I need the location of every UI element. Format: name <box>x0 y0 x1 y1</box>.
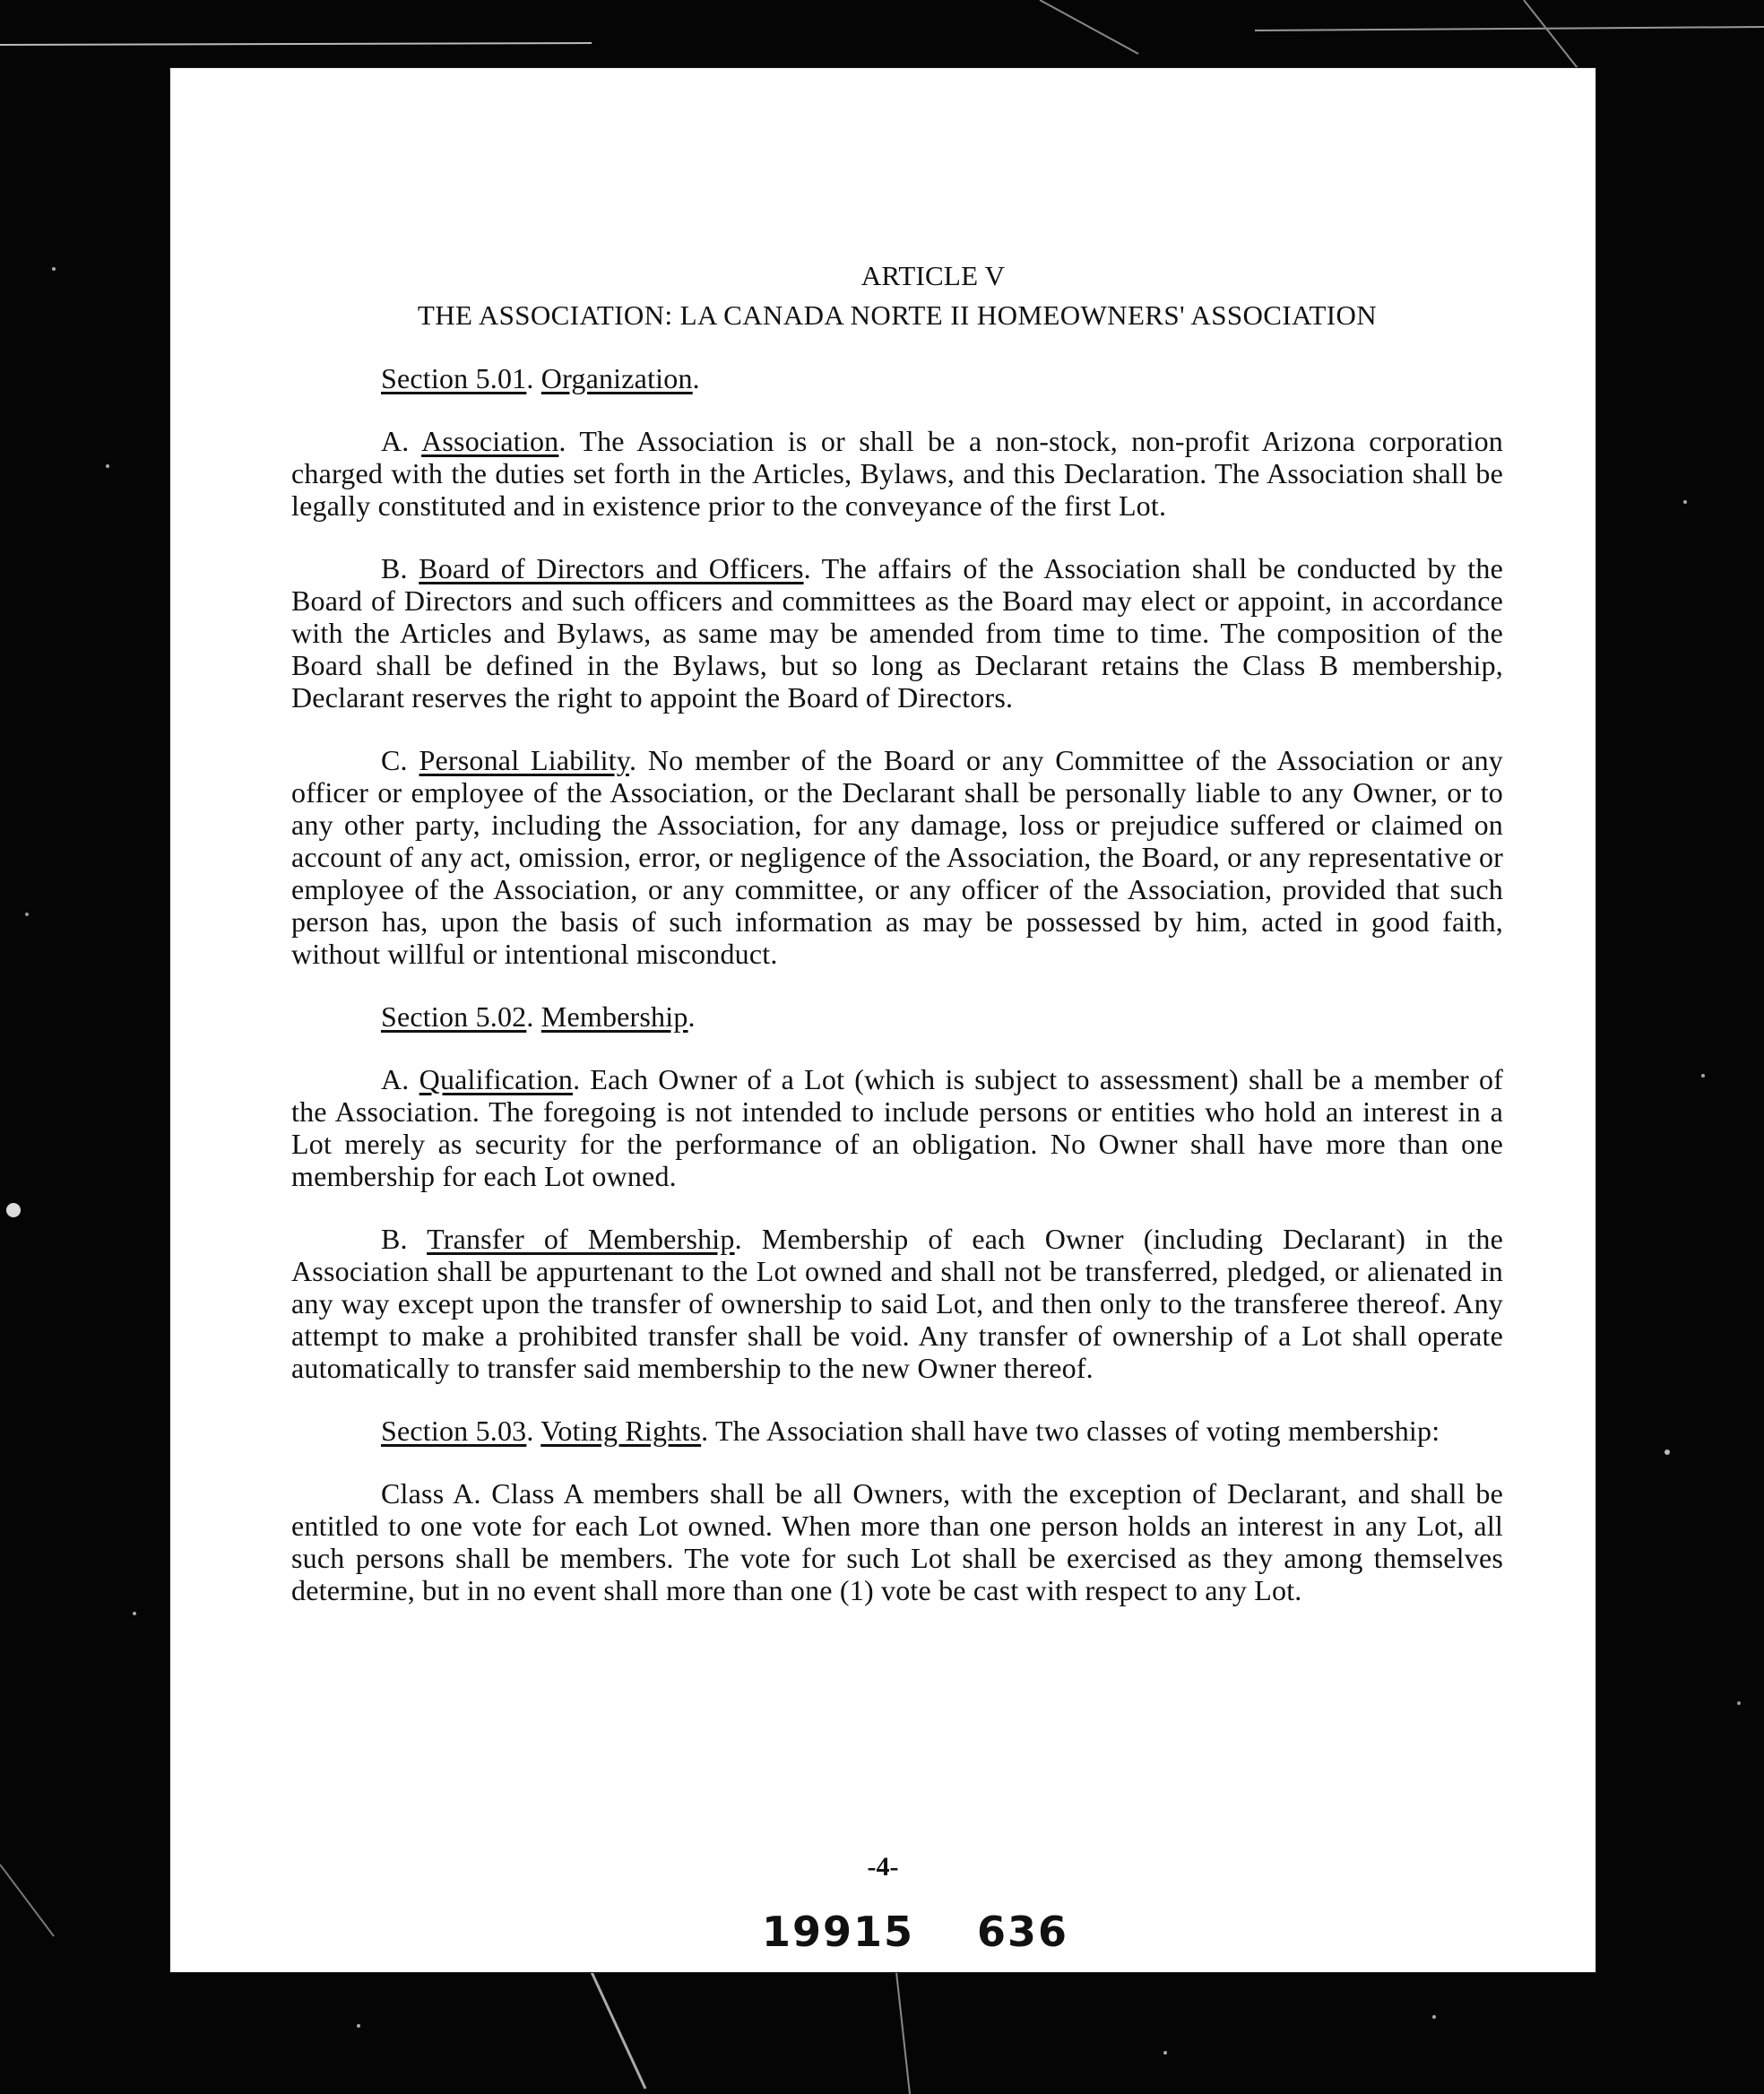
stamp-right: 636 <box>977 1908 1069 1956</box>
section-5-03-number: Section 5.03 <box>381 1415 527 1447</box>
section-5-03-title: Voting Rights <box>540 1415 702 1447</box>
qual-prefix: A. <box>381 1063 410 1095</box>
document-content <box>291 260 1503 1606</box>
transfer-heading: Transfer of Membership <box>427 1223 735 1255</box>
para-c-heading: Personal Liability <box>419 744 629 776</box>
section-5-02-paragraph-a: A. Qualification. Each Owner of a Lot (which is subject to assessment) shall be a member of the Association. The foregoing is not intended to include persons or entities who hold an interest in a Lot merely as security for the performance of an obligation. No Owner shall have more than one membership for each Lot owned. <box>291 1063 1503 1192</box>
section-5-01-paragraph-c: C. Personal Liability. No member of the Board or any Committee of the Association or any officer or employee of the Association, or the Declarant shall be personally liable to any Owner, or to any other party, including the Association, for any damage, loss or prejudice suffered or claimed on account of any act, omission, error, or negligence of the Association, the Board, or any representative or employee of the Association, or any committee, or any officer of the Association, provided that such person has, upon the basis of such information as may be possessed by him, acted in good faith, without willful or intentional misconduct. <box>291 744 1504 970</box>
section-5-01-heading: Section 5.01. Organization. <box>381 362 700 394</box>
section-5-03-text: The Association shall have two classes of voting membership: <box>708 1415 1440 1447</box>
para-b-heading: Board of Directors and Officers <box>419 552 804 584</box>
article-title: ARTICLE V <box>860 260 1006 291</box>
section-5-01-paragraph-b: B. Board of Directors and Officers. The affairs of the Association shall be conducted by the Board of Directors and such officers and committees as the Board may elect or appoint, in accordance with the Articles and Bylaws, as same may be amended from time to time. The composition of the Board shall be defined in the Bylaws, but so long as Declarant retains the Class B membership, Declarant reserves the right to appoint the Board of Directors. <box>291 552 1503 714</box>
transfer-prefix: B. <box>381 1223 408 1255</box>
para-b-prefix: B. <box>381 552 408 584</box>
document-page <box>170 68 1595 1972</box>
qual-text: Each Owner of a Lot (which is subject to assessment) shall be a member of the Association. The foregoing is not intended to include persons or entities who hold an interest in a Lot merely as security for the performance of an obligation. No Owner shall have more than one membership for each Lot owned. <box>291 1063 1503 1192</box>
section-5-03-paragraph: Section 5.03. Voting Rights. The Association shall have two classes of voting membership: <box>381 1415 1440 1447</box>
para-c-prefix: C. <box>381 744 408 776</box>
stamp-left: 19915 <box>762 1908 915 1956</box>
transfer-text: Membership of each Owner (including Declarant) in the Association shall be appurtenant to the Lot owned and shall not be transferred, pledged, or alienated in any way except upon the transfer of ownership to said Lot, and then only to the transferee thereof. Any attempt to make a prohibited transfer shall be void. Any transfer of ownership of a Lot shall operate automatically to transfer said membership to the new Owner thereof. <box>291 1223 1503 1384</box>
qual-heading: Qualification <box>419 1063 574 1095</box>
section-5-02-heading: Section 5.02. Membership. <box>381 1000 696 1033</box>
class-a-paragraph <box>291 1477 1503 1606</box>
para-a-heading: Association <box>421 425 559 457</box>
section-5-01-title: Organization <box>540 362 693 394</box>
class-a-prefix: Class A. <box>381 1477 481 1510</box>
section-5-01-number: Section 5.01 <box>381 362 527 394</box>
class-a-text: Class A members shall be all Owners, with the exception of Declarant, and shall be entitled to one vote for each Lot owned. When more than one person holds an interest in any Lot, all such persons shall be members. The vote for such Lot shall be exercised as they among themselves determine, but in no event shall more than one (1) vote be cast with respect to any Lot. <box>291 1477 1503 1606</box>
para-a-text: The Association is or shall be a non-stock, non-profit Arizona corporation charged with the duties set forth in the Articles, Bylaws, and this Declaration. The Association shall be legally constituted and in existence prior to the conveyance of the first Lot. <box>291 425 1504 522</box>
section-5-02-title: Membership <box>540 1000 688 1033</box>
page-number: -4- <box>867 1852 899 1882</box>
section-5-01-paragraph-a: A. Association. The Association is or shall be a non-stock, non-profit Arizona corporation charged with the duties set forth in the Articles, Bylaws, and this Declaration. The Association shall be legally constituted and in existence prior to the conveyance of the first Lot. <box>291 425 1504 522</box>
para-b-text: The affairs of the Association shall be conducted by the Board of Directors and such officers and committees as the Board may elect or appoint, in accordance with the Articles and Bylaws, as same may be amended from time to time. The composition of the Board shall be defined in the Bylaws, but so long as Declarant retains the Class B membership, Declarant reserves the right to appoint the Board of Directors. <box>291 552 1503 714</box>
association-title: THE ASSOCIATION: LA CANADA NORTE II HOMEOWNERS' ASSOCIATION <box>417 299 1378 331</box>
section-5-02-paragraph-b: B. Transfer of Membership. Membership of each Owner (including Declarant) in the Association shall be appurtenant to the Lot owned and shall not be transferred, pledged, or alienated in any way except upon the transfer of ownership to said Lot, and then only to the transferee thereof. Any attempt to make a prohibited transfer shall be void. Any transfer of ownership of a Lot shall operate automatically to transfer said membership to the new Owner thereof. <box>291 1223 1503 1384</box>
para-c-text: No member of the Board or any Committee of the Association or any officer or employee of the Association, or the Declarant shall be personally liable to any Owner, or to any other party, including the Association, for any damage, loss or prejudice suffered or claimed on account of any act, omission, error, or negligence of the Association, the Board, or any representative or employee of the Association, or any committee, or any officer of the Association, provided that such person has, upon the basis of such information as may be possessed by him, acted in good faith, without willful or intentional misconduct. <box>291 744 1504 970</box>
section-5-02-number: Section 5.02 <box>381 1000 527 1033</box>
para-a-prefix: A. <box>381 425 410 457</box>
record-stamp <box>762 1908 1068 1956</box>
